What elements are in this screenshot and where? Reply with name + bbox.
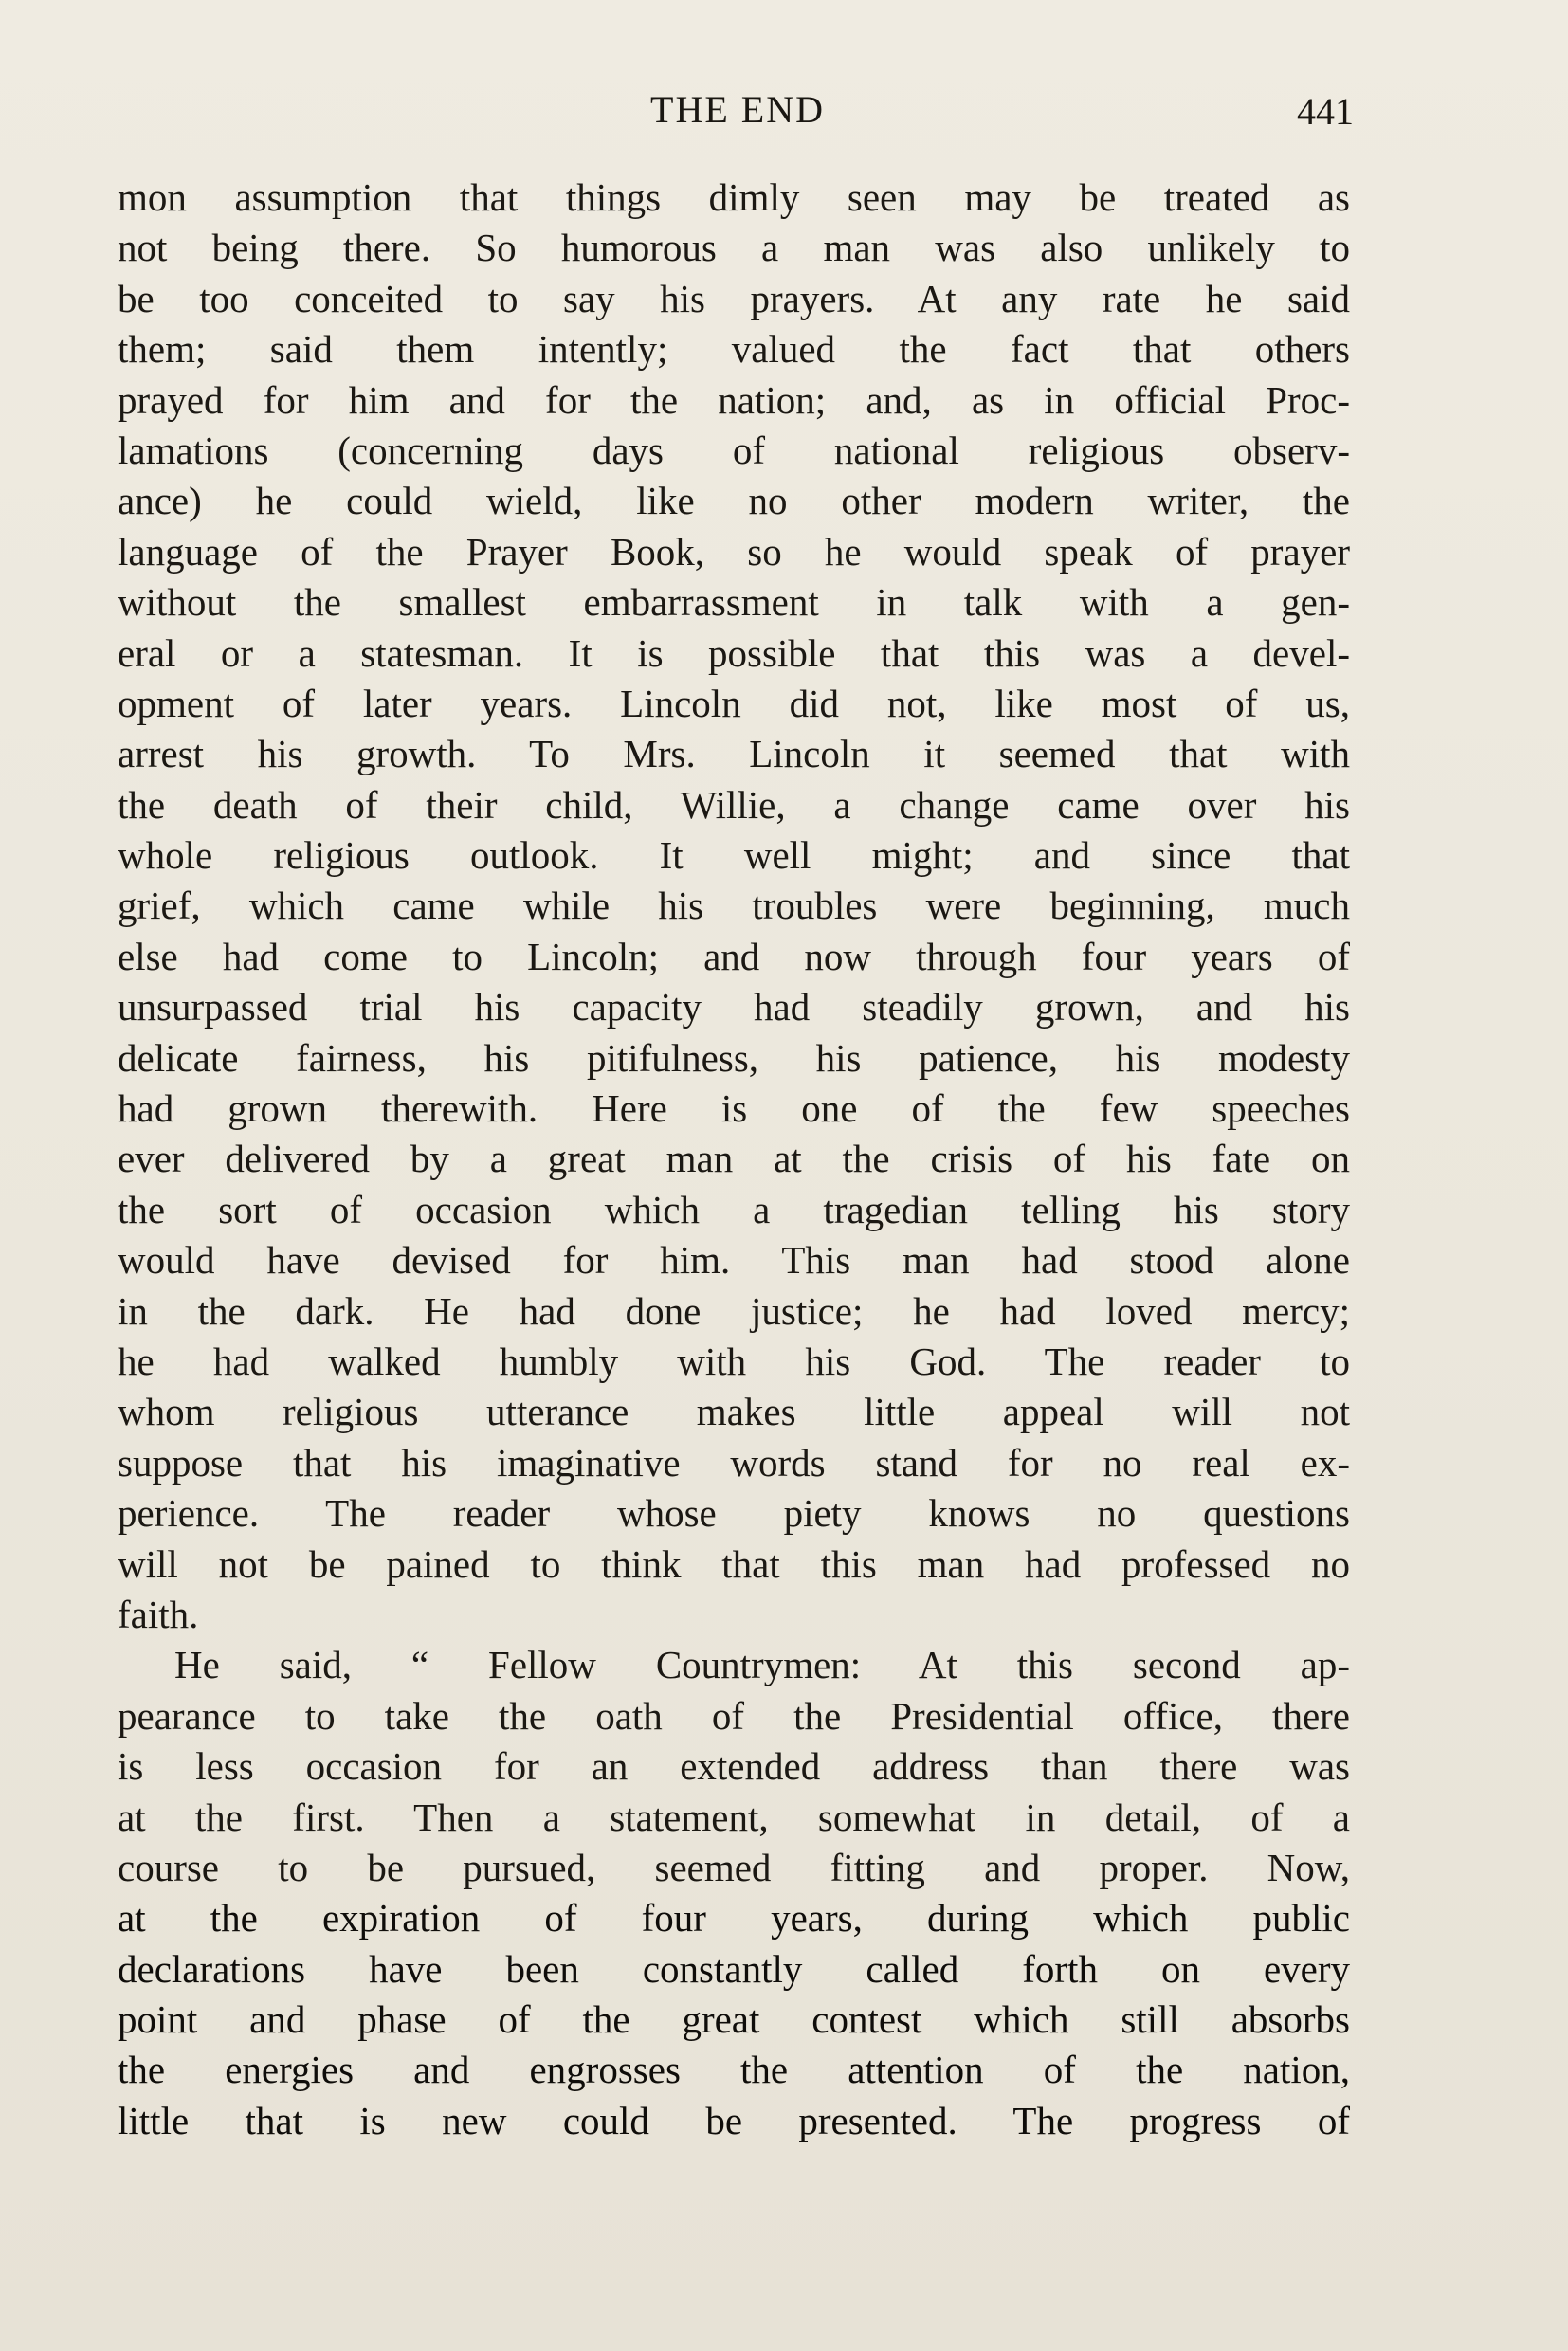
text-line: had grown therewith. Here is one of the few speeches: [118, 1086, 1350, 1131]
text-line: delicate fairness, his pitifulness, his patience, his modesty: [118, 1035, 1350, 1080]
text-line: is less occasion for an extended address than there was: [118, 1744, 1350, 1789]
text-line: he had walked humbly with his God. The reader to: [118, 1339, 1350, 1383]
text-line: ance) he could wield, like no other modern writer, the: [118, 479, 1350, 523]
text-line: suppose that his imaginative words stand for no real ex-: [118, 1440, 1350, 1485]
page-header: [121, 83, 1354, 137]
text-line: point and phase of the great contest which still absorbs: [118, 1997, 1350, 2042]
text-line: grief, which came while his troubles were beginning, much: [118, 884, 1350, 928]
text-line: eral or a statesman. It is possible that this was a devel-: [118, 630, 1350, 675]
text-line: declarations have been constantly called forth on every: [118, 1946, 1350, 1991]
text-line: will not be pained to think that this man had professed no: [118, 1541, 1350, 1586]
body-text: [118, 173, 1350, 2146]
text-line: the energies and engrosses the attention of the nation,: [118, 2048, 1350, 2092]
text-line: in the dark. He had done justice; he had loved mercy;: [118, 1288, 1350, 1333]
text-line: the sort of occasion which a tragedian telling his story: [118, 1187, 1350, 1231]
text-line: little that is new could be presented. The progress of: [118, 2098, 1350, 2142]
text-line: opment of later years. Lincoln did not, like most of us,: [118, 681, 1350, 725]
paragraph-last-line: faith.: [118, 1592, 199, 1636]
text-line: ever delivered by a great man at the crisis of his fate on: [118, 1137, 1350, 1181]
text-line: language of the Prayer Book, so he would speak of prayer: [118, 529, 1350, 574]
text-line: course to be pursued, seemed fitting and proper. Now,: [118, 1845, 1350, 1889]
page-number: 441: [1297, 90, 1354, 133]
text-line: whole religious outlook. It well might; and since that: [118, 833, 1350, 878]
text-line: perience. The reader whose piety knows no questions: [118, 1491, 1350, 1536]
text-line: the death of their child, Willie, a change came over his: [118, 782, 1350, 827]
text-line: at the expiration of four years, during which public: [118, 1896, 1350, 1941]
text-line: arrest his growth. To Mrs. Lincoln it seemed that with: [118, 732, 1350, 776]
text-line: whom religious utterance makes little appeal will not: [118, 1390, 1350, 1434]
paragraph-first-line: He said, “ Fellow Countrymen: At this second ap-: [174, 1643, 1350, 1687]
text-line: would have devised for him. This man had stood alone: [118, 1238, 1350, 1283]
text-line: pearance to take the oath of the Presidential office, there: [118, 1693, 1350, 1738]
text-line: unsurpassed trial his capacity had steadily grown, and his: [118, 985, 1350, 1030]
text-line: lamations (concerning days of national religious observ-: [118, 428, 1350, 472]
text-line: not being there. So humorous a man was also unlikely to: [118, 226, 1350, 270]
text-line: without the smallest embarrassment in talk with a gen-: [118, 580, 1350, 625]
text-line: be too conceited to say his prayers. At any rate he said: [118, 276, 1350, 320]
text-line: prayed for him and for the nation; and, as in official Proc-: [118, 377, 1350, 422]
running-head: THE END: [650, 88, 825, 131]
text-line: mon assumption that things dimly seen may be treated as: [118, 175, 1350, 219]
text-line: at the first. Then a statement, somewhat in detail, of a: [118, 1795, 1350, 1839]
text-line: them; said them intently; valued the fact that others: [118, 327, 1350, 372]
text-line: else had come to Lincoln; and now through four years of: [118, 934, 1350, 978]
